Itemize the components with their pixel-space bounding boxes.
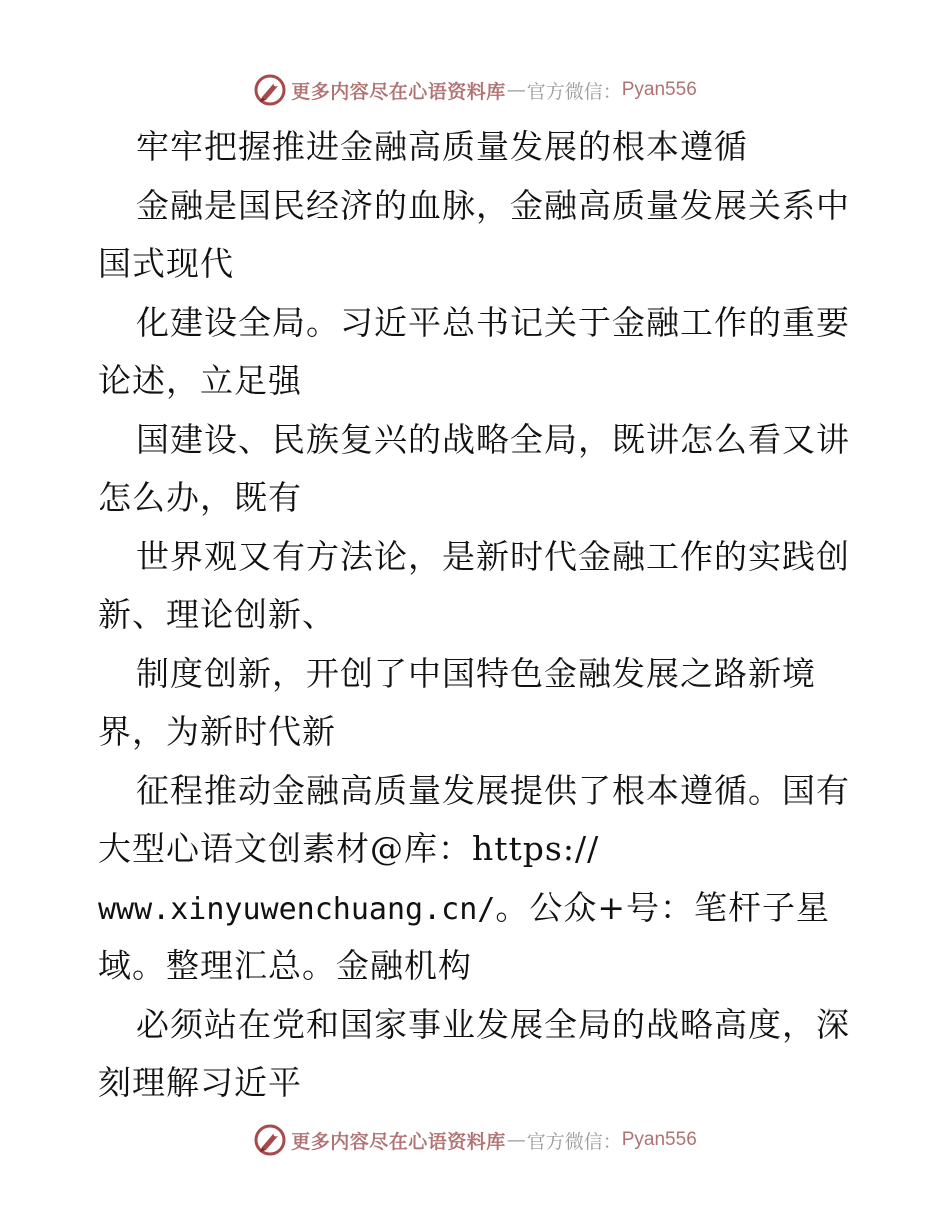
banner-wechat-id: Pyan556 [621, 1129, 697, 1150]
banner-wechat-label: 官方微信： [526, 1130, 622, 1153]
document-body [98, 118, 858, 1113]
text-line: 必须站在党和国家事业发展全局的战略高度，深 [136, 1004, 850, 1044]
text-line: 新、理论创新、 [98, 595, 336, 634]
banner-title: 更多内容尽在心语资料库 [291, 1130, 506, 1153]
banner-wechat-id: Pyan556 [621, 79, 697, 100]
text-line-url [98, 879, 858, 938]
banner-wechat-label: 官方微信： [526, 80, 622, 103]
text-line: 论述，立足强 [98, 361, 302, 400]
banner-title: 更多内容尽在心语资料库 [291, 80, 506, 103]
banner-dash: — [506, 1129, 526, 1151]
text-line: 界，为新时代新 [98, 712, 336, 751]
text-line: 金融是国民经济的血脉，金融高质量发展关系中 [136, 185, 850, 225]
doc-title: 牢牢把握推进金融高质量发展的根本遵循 [136, 127, 748, 166]
footer-banner [0, 1118, 950, 1162]
banner-dash: — [506, 79, 526, 101]
text-line: 制度创新，开创了中国特色金融发展之路新境 [136, 653, 816, 693]
text-line: 征程推动金融高质量发展提供了根本遵循。国有 [136, 770, 850, 810]
url-suffix: 。公众+号：笔杆子星 [495, 887, 831, 927]
text-line: 国式现代 [98, 244, 234, 283]
text-line: 国建设、民族复兴的战略全局，既讲怎么看又讲 [136, 419, 850, 459]
header-banner [0, 68, 950, 112]
text-line: 怎么办，既有 [98, 478, 302, 517]
text-line: 大型心语文创素材@库：https:// [98, 829, 600, 868]
text-line: 域。整理汇总。金融机构 [98, 946, 472, 985]
text-line: 化建设全局。习近平总书记关于金融工作的重要 [136, 302, 850, 342]
text-line: 世界观又有方法论，是新时代金融工作的实践创 [136, 536, 850, 576]
pen-logo-icon [253, 73, 287, 107]
text-line: 刻理解习近平 [98, 1063, 302, 1102]
url-link[interactable]: www.xinyuwenchuang.cn/ [98, 891, 496, 927]
pen-logo-icon [253, 1123, 287, 1157]
